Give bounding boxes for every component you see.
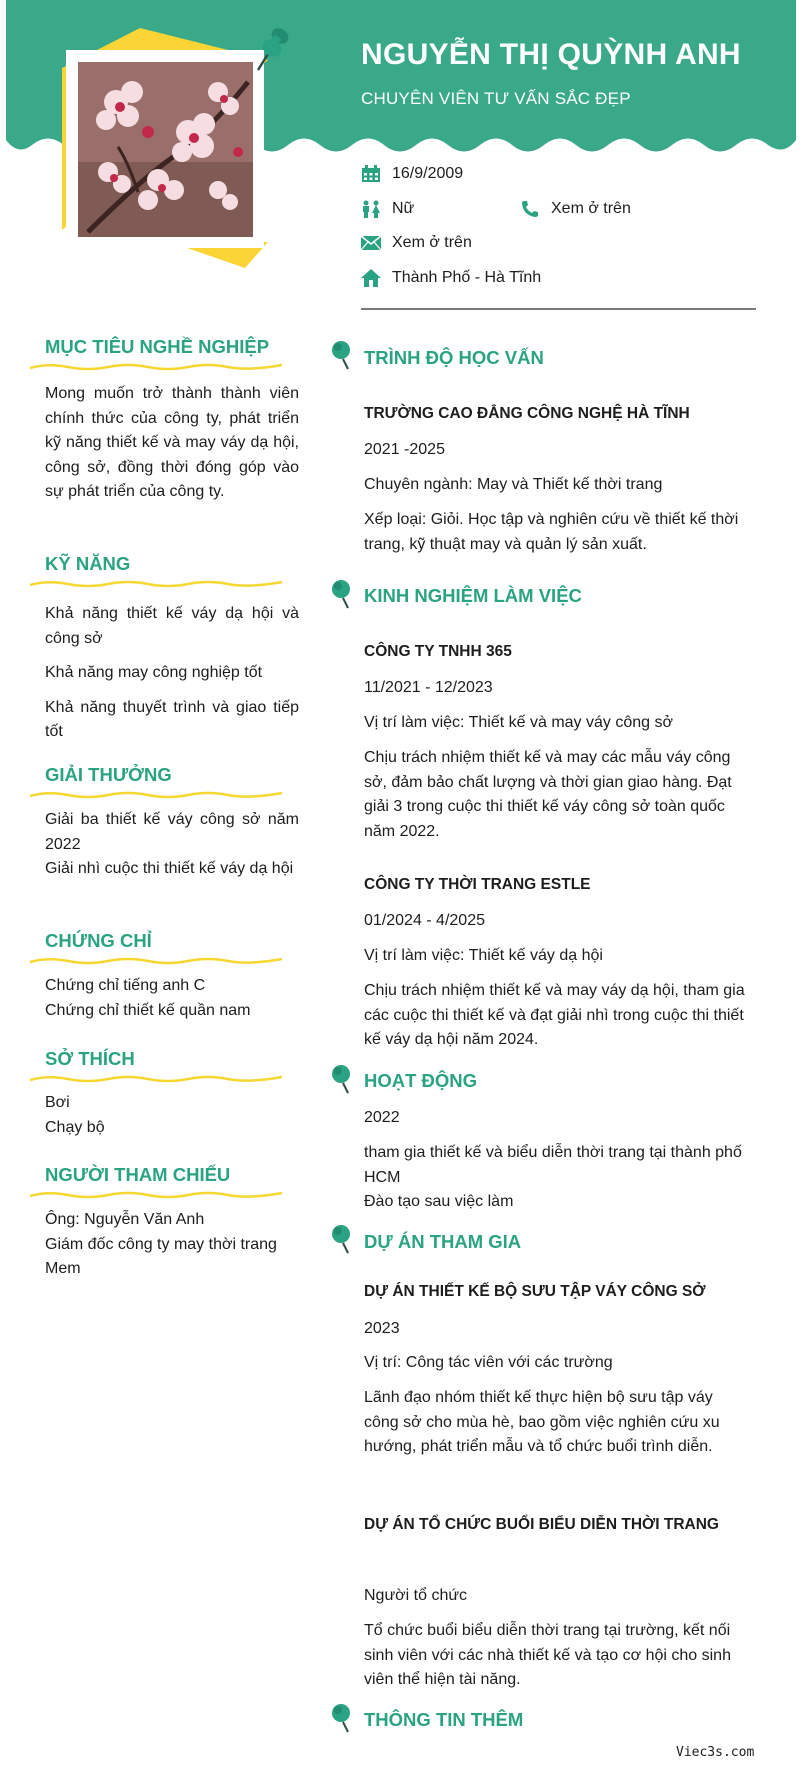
list-item: Khả năng may công nghiệp tốt [45,664,263,681]
gender-value: Nữ [392,200,415,217]
job-title: CHUYÊN VIÊN TƯ VẤN SẮC ĐẸP [361,89,631,108]
project-year: 2023 [364,1320,400,1337]
education-period: 2021 -2025 [364,441,445,458]
gender-icon [361,200,381,218]
list-item: Giải nhì cuộc thi thiết kế váy dạ hội [45,860,294,877]
project-title: DỰ ÁN TỔ CHỨC BUỔI BIỂU DIỄN THỜI TRANG [364,1516,719,1533]
email-icon [361,234,381,252]
pushpin-icon [330,578,360,610]
activities-list [364,1141,749,1215]
list-item: Chứng chỉ tiếng anh C [45,977,206,994]
references-block [45,1208,299,1282]
site-watermark: Viec3s.com [676,1745,755,1760]
objective-text: Mong muốn trở thành thành viên chính thức của công ty, phát triển kỹ năng thiết kế và may váy dạ hội, công sở, đồng thời đóng góp vào sự phát triển của công ty. [45,385,299,500]
job-position: Vị trí làm việc: Thiết kế váy dạ hội [364,947,603,964]
school-name: TRƯỜNG CAO ĐẲNG CÔNG NGHỆ HÀ TĨNH [364,405,690,422]
email-info [361,234,472,252]
awards-list [45,808,299,882]
birthday-value: 16/9/2009 [392,165,464,182]
list-item: Chạy bộ [45,1118,105,1136]
phone-value: Xem ở trên [551,200,631,217]
education-description: Xếp loại: Giỏi. Học tập và nghiên cứu về thiết kế thời trang, kỹ thuật may và quản lý sản xuất. [364,511,739,553]
project-role: Người tổ chức [364,1587,468,1604]
project-role: Vị trí: Công tác viên với các trường [364,1354,613,1371]
objective-heading: MỤC TIÊU NGHỀ NGHIỆP [45,336,270,357]
gender-info [361,200,414,218]
calendar-icon [361,165,381,183]
candidate-name: NGUYỄN THỊ QUỲNH ANH [361,38,741,71]
project-name [364,1280,749,1305]
project-description: Lãnh đạo nhóm thiết kế thực hiện bộ sưu tập váy công sở cho mùa hè, bao gồm việc nghiên cứu xu hướng, phát triển mẫu và tổ chức buổi trình diễn. [364,1389,720,1455]
certificates-heading: CHỨNG CHỈ [45,930,152,951]
activities-heading: HOẠT ĐỘNG [364,1070,478,1091]
project-description: Tổ chức buổi biểu diễn thời trang tại trường, kết nối sinh viên với các nhà thiết kế và tạo cơ hội cho sinh viên thể hiện tài năng. [364,1622,731,1688]
pushpin-icon [330,1063,360,1095]
job-description: Chịu trách nhiệm thiết kế và may váy dạ hội, tham gia các cuộc thi thiết kế và đạt giải nhì trong cuộc thi thiết kế váy dạ hội năm 2024. [364,982,745,1048]
job-company [364,873,749,898]
address-info [361,269,541,287]
reference-name: Ông: Nguyễn Văn Anh [45,1211,205,1228]
pushpin-icon [330,339,360,371]
list-item: Đào tạo sau việc làm [364,1193,514,1210]
company-name: CÔNG TY THỜI TRANG ESTLE [364,876,591,893]
references-underline [28,1188,284,1202]
hobbies-underline [28,1072,284,1086]
hobbies-heading: SỞ THÍCH [45,1048,135,1069]
skills-list [45,602,299,755]
email-value: Xem ở trên [392,234,472,251]
info-divider [361,308,756,310]
job-description: Chịu trách nhiệm thiết kế và may các mẫu váy công sở, đảm bảo chất lượng và thời gian giao hàng. Đạt giải 3 trong cuộc thi thiết kế váy công sở toàn quốc năm 2022. [364,749,732,840]
job-period: 11/2021 - 12/2023 [364,679,493,696]
experience-heading: KINH NGHIỆM LÀM VIỆC [364,585,582,606]
list-item: Khả năng thiết kế váy dạ hội và công sở [45,605,299,647]
activities-year: 2022 [364,1109,400,1126]
project-name [364,1513,749,1538]
skills-underline [28,577,284,591]
company-name: CÔNG TY TNHH 365 [364,643,512,660]
education-school [364,402,749,427]
references-heading: NGƯỜI THAM CHIẾU [45,1164,231,1185]
objective-underline [28,360,284,374]
projects-heading: DỰ ÁN THAM GIA [364,1231,522,1252]
job-period: 01/2024 - 4/2025 [364,912,485,929]
phone-info [520,200,631,218]
profile-photo [78,62,253,237]
skills-heading: KỸ NĂNG [45,553,131,574]
awards-underline [28,788,284,802]
reference-position: Giám đốc công ty may thời trang Mem [45,1235,277,1277]
pushpin-icon [250,26,290,72]
list-item: Bơi [45,1094,70,1111]
certificates-list [45,974,299,1023]
home-icon [361,269,381,287]
phone-icon [520,200,540,218]
hobbies-list [45,1091,299,1140]
address-value: Thành Phố - Hà Tĩnh [392,269,542,286]
birthday-info [361,165,463,183]
pushpin-icon [330,1702,360,1734]
awards-heading: GIẢI THƯỞNG [45,764,172,785]
education-heading: TRÌNH ĐỘ HỌC VẤN [364,347,544,368]
job-position: Vị trí làm việc: Thiết kế và may váy công sở [364,714,673,731]
certificates-underline [28,954,284,968]
pushpin-icon [330,1223,360,1255]
list-item: Giải ba thiết kế váy công sở năm 2022 [45,811,299,853]
list-item: tham gia thiết kế và biểu diễn thời trang tại thành phố HCM [364,1144,742,1186]
additional-heading: THÔNG TIN THÊM [364,1709,524,1730]
project-title: DỰ ÁN THIẾT KẾ BỘ SƯU TẬP VÁY CÔNG SỞ [364,1283,706,1300]
list-item: Chứng chỉ thiết kế quần nam [45,1001,251,1019]
education-major: Chuyên ngành: May và Thiết kế thời trang [364,476,663,493]
job-company [364,640,749,665]
list-item: Khả năng thuyết trình và giao tiếp tốt [45,698,299,740]
